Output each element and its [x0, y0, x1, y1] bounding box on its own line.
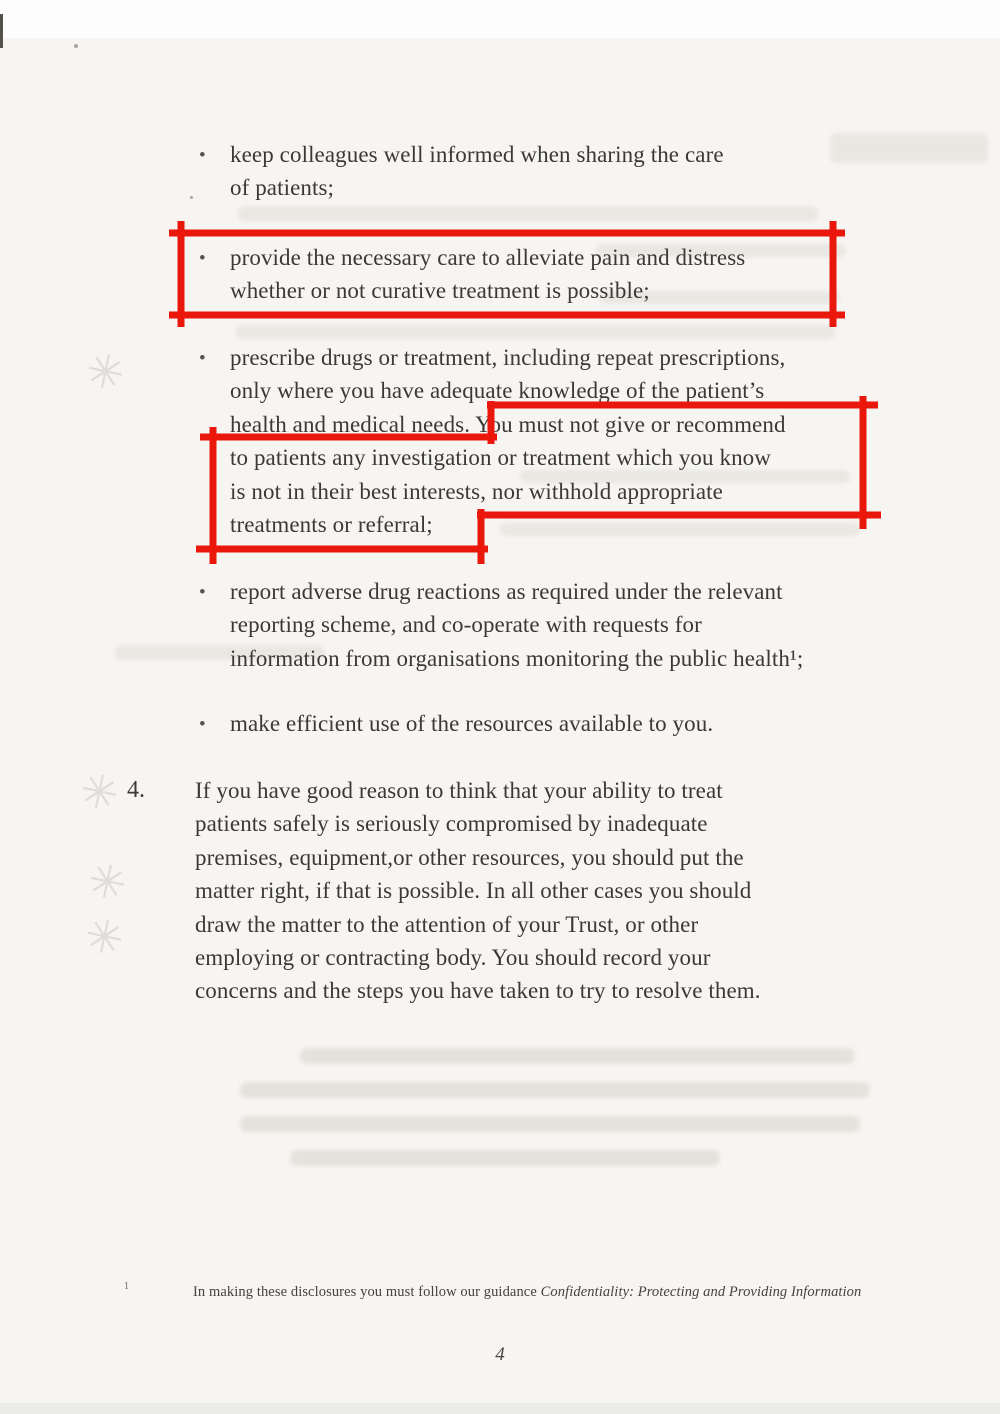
- bullet-line: only where you have adequate knowledge of the patient’s: [230, 378, 765, 404]
- bullet-line: health and medical needs. You must not give or recommend: [230, 411, 786, 437]
- scan-speck: [74, 44, 78, 48]
- scan-top-strip: [0, 0, 1000, 38]
- asterisk-bleed-icon: ✳: [80, 341, 130, 403]
- bullet-line: to patients any investigation or treatment which you know: [230, 445, 771, 471]
- footnote-text: In making these disclosures you must follow our guidance: [193, 1284, 541, 1300]
- footnote-marker: 1: [124, 1281, 129, 1292]
- bullet-line: information from organisations monitoring the public health¹;: [230, 645, 804, 671]
- bullet-item-keep-colleagues-informed: [230, 138, 724, 205]
- bullet-line: of patients;: [230, 175, 335, 201]
- bullet-icon: •: [199, 714, 206, 735]
- paragraph-line: premises, equipment,or other resources, you should put the: [195, 844, 744, 870]
- bullet-line: make efficient use of the resources available to you.: [230, 711, 714, 736]
- bleed-through-text: [235, 325, 835, 339]
- asterisk-bleed-icon: ✳: [79, 906, 129, 968]
- bleed-through-text: [300, 1048, 855, 1064]
- bleed-through-text: [830, 133, 988, 163]
- paragraph-line: draw the matter to the attention of your Trust, or other: [195, 911, 699, 937]
- scan-bottom-strip: [0, 1403, 1000, 1414]
- bullet-line: provide the necessary care to alleviate pain and distress: [230, 245, 746, 270]
- footnote-reference-title: Confidentiality: Protecting and Providing Information: [540, 1284, 862, 1300]
- bullet-item-report-adverse-reactions: [230, 575, 803, 675]
- bullet-item-provide-necessary-care: [230, 241, 745, 308]
- bullet-icon: •: [199, 145, 206, 166]
- asterisk-bleed-icon: ✳: [82, 851, 132, 913]
- asterisk-bleed-icon: ✳: [74, 761, 124, 823]
- page-number: 4: [495, 1344, 505, 1365]
- bullet-line: keep colleagues well informed when sharing the care: [230, 142, 724, 167]
- scan-speck: [190, 196, 193, 199]
- bullet-icon: •: [199, 348, 206, 369]
- paragraph-line: matter right, if that is possible. In all other cases you should: [195, 878, 752, 904]
- bullet-line: treatments or referral;: [230, 512, 433, 538]
- bullet-icon: •: [199, 582, 206, 603]
- paragraph-line: concerns and the steps you have taken to try to resolve them.: [195, 978, 761, 1004]
- bullet-line: report adverse drug reactions as required under the relevant: [230, 579, 783, 604]
- bullet-item-prescribe-drugs: [230, 341, 786, 541]
- footnote: [193, 1284, 861, 1301]
- scan-edge-artifact: [0, 14, 3, 48]
- bleed-through-text: [240, 1116, 860, 1132]
- paragraph-line: If you have good reason to think that your ability to treat: [195, 778, 723, 803]
- paragraph-number: 4.: [127, 777, 145, 803]
- bleed-through-text: [240, 1082, 870, 1098]
- bleed-through-text: [290, 1150, 720, 1166]
- paragraph-4: [195, 774, 761, 1008]
- paragraph-line: employing or contracting body. You should record your: [195, 945, 711, 971]
- bullet-line: whether or not curative treatment is possible;: [230, 278, 650, 304]
- bullet-icon: •: [199, 248, 206, 269]
- paragraph-line: patients safely is seriously compromised by inadequate: [195, 811, 708, 837]
- bleed-through-text: [238, 206, 818, 221]
- bullet-line: prescribe drugs or treatment, including repeat prescriptions,: [230, 345, 786, 370]
- bullet-item-efficient-resources: [230, 707, 713, 740]
- bullet-line: reporting scheme, and co-operate with requests for: [230, 612, 702, 638]
- bullet-line: is not in their best interests, nor withhold appropriate: [230, 478, 723, 504]
